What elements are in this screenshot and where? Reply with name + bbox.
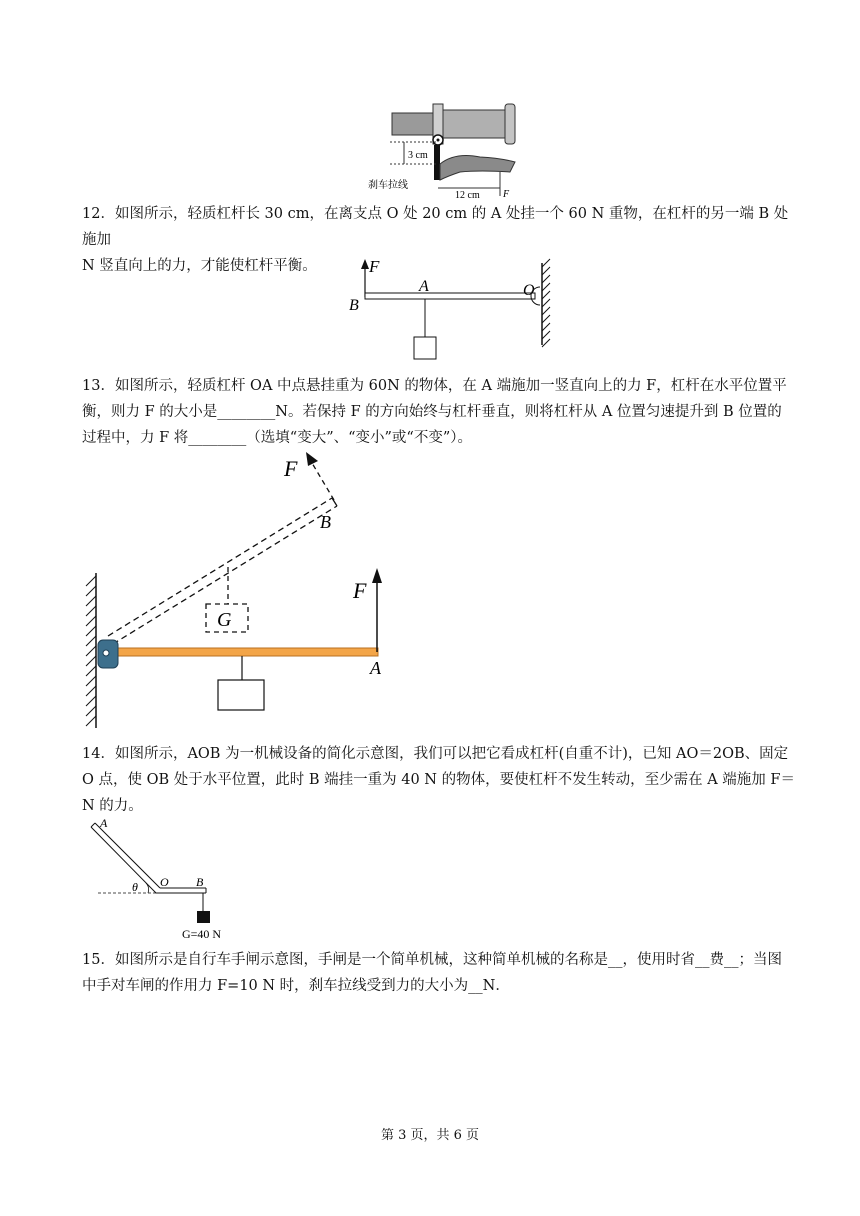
- q15-line2: 中手对车闸的作用力 F=10 N 时，刹车拉线受到力的大小为__N．: [82, 978, 510, 994]
- brake-lever-figure: [360, 100, 530, 205]
- q12-line1: 12．如图所示，轻质杠杆长 30 cm，在离支点 O 处 20 cm 的 A 处挂一个 60 N 重物，在杠杆的另一端 B 处施加: [82, 206, 789, 248]
- q12-F-label: F: [369, 257, 380, 276]
- q13-lever-figure: [80, 448, 400, 738]
- q12-line2: N 竖直向上的力，才能使杠杆平衡。: [82, 258, 317, 274]
- q14-weight-label: G=40 N: [182, 927, 222, 941]
- q13-G-label: G: [217, 609, 232, 631]
- q12-lever-figure: [345, 255, 560, 365]
- q14-lever-figure: [80, 815, 230, 945]
- q15-line1: 15．如图所示是自行车手闸示意图，手闸是一个简单机械，这种简单机械的名称是__，使用时省__费__；当图: [82, 952, 782, 968]
- q14-line3: N 的力。: [82, 798, 143, 814]
- q14-A-label: A: [100, 816, 108, 830]
- q13-A-label: A: [370, 658, 381, 678]
- q13-F-top-label: F: [284, 456, 298, 481]
- q14-line2: O 点，使 OB 处于水平位置，此时 B 端挂一重为 40 N 的物体，要使杠杆不发生转动，至少需在 A 端施加 F＝: [82, 772, 795, 788]
- q12-A-label: A: [419, 278, 429, 295]
- brake-dim-bottom: 12 cm: [455, 190, 480, 201]
- brake-force-label: F: [503, 189, 510, 200]
- q14-B-label: B: [196, 875, 204, 889]
- q14-line1: 14．如图所示，AOB 为一机械设备的简化示意图，我们可以把它看成杠杆(自重不计)，已知 AO＝2OB、固定: [82, 746, 789, 762]
- brake-cable-label: 刹车拉线: [368, 180, 408, 191]
- q13-line2: 衡，则力 F 的大小是________N。若保持 F 的方向始终与杠杆垂直，则将杠杆从 A 位置匀速提升到 B 位置的: [82, 404, 782, 420]
- page-footer: 第 3 页，共 6 页: [380, 1128, 480, 1143]
- q14-O-label: O: [160, 875, 169, 889]
- q12-B-label: B: [349, 297, 359, 314]
- q13-line3: 过程中，力 F 将________（选填“变大”、“变小”或“不变”）。: [82, 430, 473, 446]
- q13-line1: 13．如图所示，轻质杠杆 OA 中点悬挂重为 60N 的物体，在 A 端施加一竖直向上的力 F，杠杆在水平位置平: [82, 378, 787, 394]
- q13-F-right-label: F: [353, 578, 367, 603]
- q14-theta-label: θ: [132, 880, 138, 894]
- q13-B-label: B: [320, 512, 331, 532]
- brake-dim-top: 3 cm: [408, 150, 428, 161]
- q12-O-label: O: [523, 282, 535, 299]
